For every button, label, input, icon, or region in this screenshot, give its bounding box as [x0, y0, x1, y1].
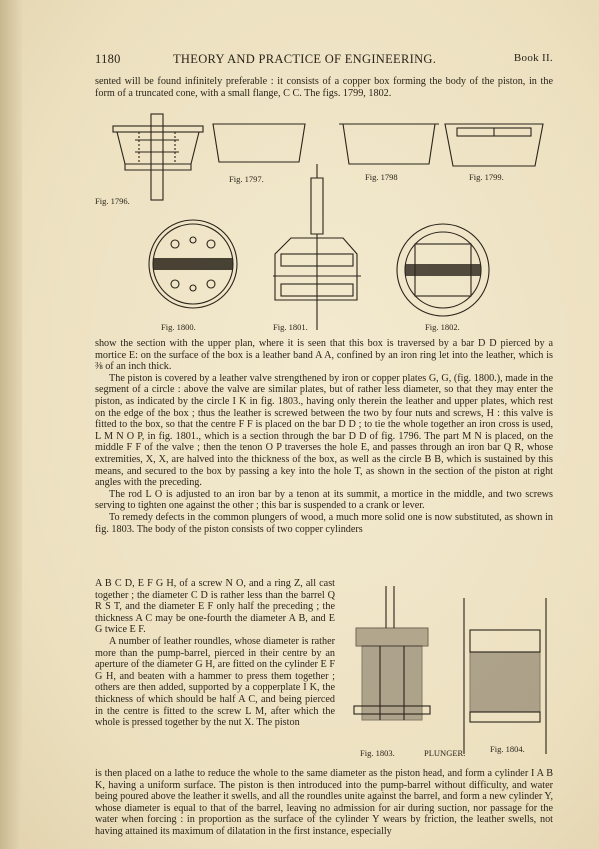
caption-fig-1804: Fig. 1804. — [490, 744, 525, 754]
caption-fig-1802: Fig. 1802. — [425, 322, 460, 332]
paragraph-2: The piston is covered by a leather valve strengthened by iron or copper plates G, G, (fig. 1800.), made in the segment of a circle : above the valve are similar plates, but of rather less diameter, so that they may enter the piston, as indicated by the circle I K in fig. 1803., having only therein the leather and upper plates, which rest on the edge of the box ; thus the leather is screwed between the two by four nuts and screws, H : this valve is fitted to the box, so that the centre F F is placed on the bar D D ; to tie the whole together an iron cross is used, L M N O P, in fig. 1801., which is a section through the bar D D of fig. 1796. The part M N is placed, on the middle F F of the valve ; then the tenon O P traverses the hole E, and passes through an iron bar Q R, whose extremities, X, X, are halved into the thickness of the box, as well as the circle B B, which is sustained by this means, and secured to the box by passing a key into the hole T, as shown in the section of the piston at right angles with the preceding. — [95, 372, 553, 489]
paragraph-4: To remedy defects in the common plungers of wood, a much more solid one is now substituted, as shown in fig. 1803. The body of the piston consists of two copper cylinders — [95, 511, 553, 535]
running-header — [95, 52, 553, 68]
fig-1799-drawing — [445, 124, 543, 166]
fig-1798-drawing — [339, 124, 439, 164]
body-paragraphs — [95, 338, 553, 535]
fig-1804-drawing — [464, 598, 546, 754]
fig-1801-drawing — [273, 164, 361, 330]
fig-1796-drawing — [113, 114, 203, 200]
fig-1800-drawing — [149, 220, 237, 308]
caption-fig-1798: Fig. 1798 — [365, 172, 398, 182]
fig-1797-drawing — [213, 124, 305, 162]
fig-1802-drawing — [397, 224, 489, 316]
caption-plunger: PLUNGER. — [424, 748, 466, 758]
paragraph-1: show the section with the upper plan, where it is seen that this box is traversed by a bar D D pierced by a mortice E: on the surface of the box is a leather band A A, confined by an iron ring let into the leather, which is ⅜ of an inch thick. — [95, 338, 553, 373]
caption-fig-1803: Fig. 1803. — [360, 748, 395, 758]
engraving-figures-bottom — [340, 578, 560, 763]
running-title: THEORY AND PRACTICE OF ENGINEERING. — [173, 52, 437, 66]
figures-1796-1802 — [95, 104, 555, 334]
caption-fig-1799: Fig. 1799. — [469, 172, 504, 182]
narrow-column — [95, 578, 335, 729]
page-gutter — [0, 0, 22, 849]
paragraph-narrow-1: A B C D, E F G H, of a screw N O, and a ring Z, all cast together ; the diameter C D is rather less than the barrel Q R S T, and the diameter E F only half the preceding ; the thickness A C may be one-fourth the diameter A B, and E G twice E F. — [95, 578, 335, 636]
caption-fig-1801: Fig. 1801. — [273, 322, 308, 332]
caption-fig-1797: Fig. 1797. — [229, 174, 264, 184]
caption-fig-1800: Fig. 1800. — [161, 322, 196, 332]
paragraph-3: The rod L O is adjusted to an iron bar by a tenon at its summit, a mortice in the middle, and two screws serving to tighten one against the other ; this bar is suspended to a crank or lever. — [95, 488, 553, 512]
book-label: Book II. — [513, 52, 553, 64]
fig-1803-drawing — [354, 586, 430, 720]
caption-fig-1796: Fig. 1796. — [95, 196, 130, 206]
paragraph-narrow-2: A number of leather roundles, whose diameter is rather more than the pump-barrel, pierced in their centre by an aperture of the diameter G H, are fitted on the cylinder E F G H, and beaten with a hammer to press them together ; others are then added, supported by a copperplate I K, the thickness of which should be half A C, and being pierced in the centre is fitted to the screw L M, after which the whole is pressed together by the nut X. The piston — [95, 635, 335, 729]
engraving-figures-top — [95, 104, 555, 334]
paragraph-bottom: is then placed on a lathe to reduce the whole to the same diameter as the piston head, and form a cylinder I A B K, having a uniform surface. The piston is then introduced into the pump-barrel without difficulty, and water being poured above the leather it swells, and all the roundles unite against the barrel, and form a new cylinder Y, whose diameter is equal to that of the barrel, leaving no admission for air during suction, nor passage for the water when forcing : in proportion as the surface of the cylinder Y wears by friction, the leather swells, not having attained its maximum of dilatation in the first instance, especially — [95, 768, 554, 837]
paragraph-top: sented will be found infinitely preferable : it consists of a copper box forming the body of the piston, in the form of a truncated cone, with a small flange, C C. The figs. 1799, 1802. — [95, 76, 553, 99]
figures-1803-1804 — [340, 578, 560, 763]
page-number: 1180 — [95, 52, 121, 66]
